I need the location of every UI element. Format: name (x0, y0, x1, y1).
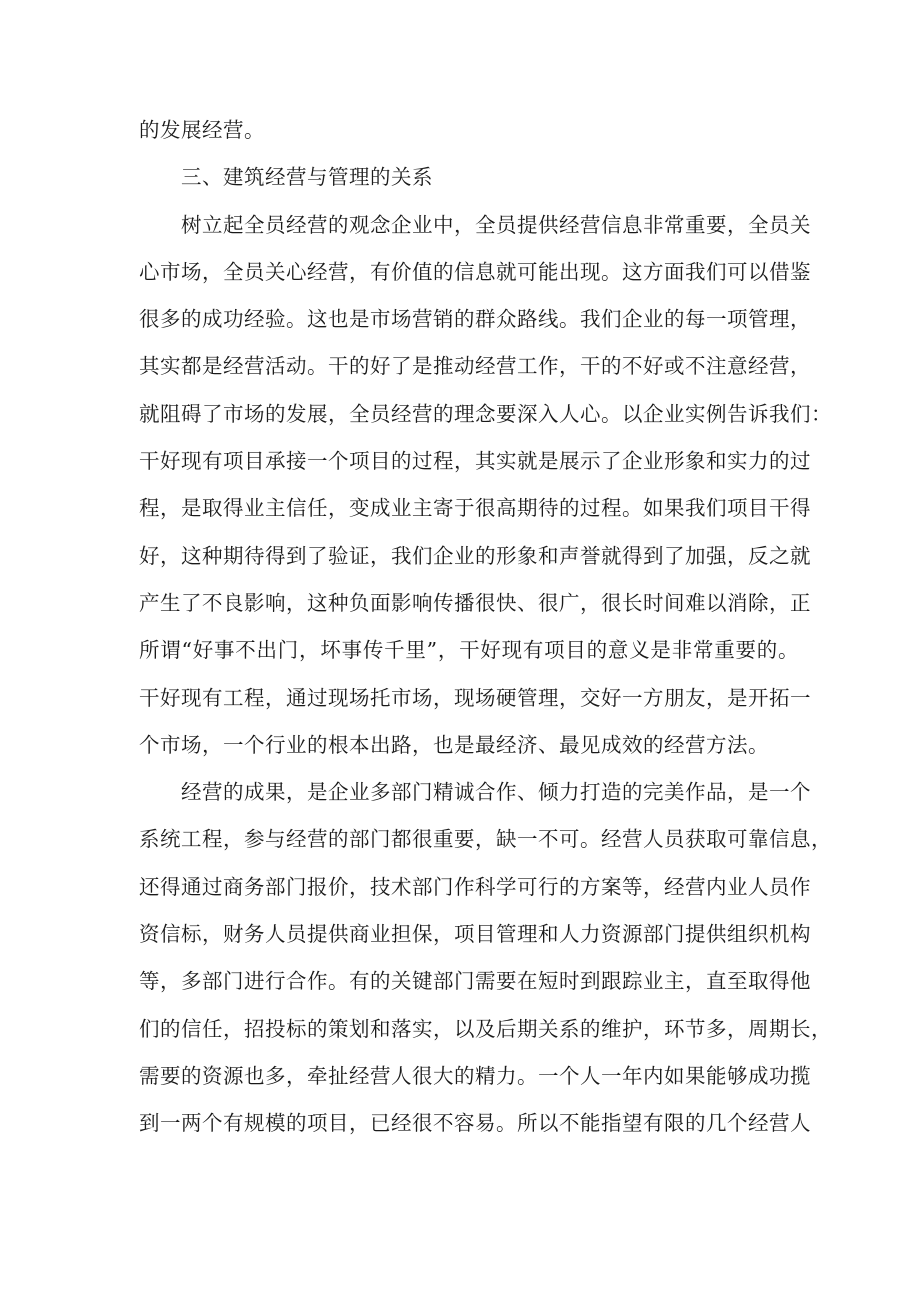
paragraph-line: 个市场，一个行业的根本出路，也是最经济、最见成效的经营方法。 (139, 732, 769, 757)
body-text (139, 107, 832, 1148)
paragraph-line: 程，是取得业主信任，变成业主寄于很高期待的过程。如果我们项目干得 (139, 496, 811, 521)
paragraph-line: 心市场，全员关心经营，有价值的信息就可能出现。这方面我们可以借鉴 (139, 259, 811, 284)
paragraph-line: 就阻碍了市场的发展，全员经营的理念要深入人心。以企业实例告诉我们： (139, 401, 832, 426)
paragraph-line: 们的信任，招投标的策划和落实，以及后期关系的维护，环节多，周期长， (139, 1016, 832, 1041)
paragraph-line: 的发展经营。 (139, 118, 265, 142)
paragraph-line: 系统工程，参与经营的部门都很重要，缺一不可。经营人员获取可靠信息， (139, 827, 832, 852)
paragraph-line: 产生了不良影响，这种负面影响传播很快、很广，很长时间难以消除，正 (139, 590, 811, 615)
paragraph-line: 干好现有项目承接一个项目的过程，其实就是展示了企业形象和实力的过 (139, 449, 811, 474)
paragraph-line: 需要的资源也多，牵扯经营人很大的精力。一个人一年内如果能够成功揽 (139, 1063, 811, 1088)
section-heading: 三、建筑经营与管理的关系 (181, 165, 433, 190)
paragraph-line: 很多的成功经验。这也是市场营销的群众路线。我们企业的每一项管理， (139, 307, 811, 332)
paragraph-line: 等，多部门进行合作。有的关键部门需要在短时到跟踪业主，直至取得他 (139, 969, 811, 994)
paragraph-line: 好，这种期待得到了验证，我们企业的形象和声誉就得到了加强，反之就 (139, 543, 811, 568)
paragraph-line: 其实都是经营活动。干的好了是推动经营工作，干的不好或不注意经营， (139, 354, 811, 379)
paragraph-line: 到一两个有规模的项目，已经很不容易。所以不能指望有限的几个经营人 (139, 1111, 811, 1136)
paragraph-line: 经营的成果，是企业多部门精诚合作、倾力打造的完美作品，是一个 (181, 780, 811, 805)
paragraph-line: 树立起全员经营的观念企业中，全员提供经营信息非常重要，全员关 (181, 212, 811, 237)
paragraph-line: 还得通过商务部门报价，技术部门作科学可行的方案等，经营内业人员作 (139, 874, 811, 899)
paragraph-line: 干好现有工程，通过现场托市场，现场硬管理，交好一方朋友，是开拓一 (139, 685, 811, 710)
paragraph-line: 资信标，财务人员提供商业担保，项目管理和人力资源部门提供组织机构 (139, 922, 811, 947)
paragraph-line: 所谓“好事不出门，坏事传千里”，干好现有项目的意义是非常重要的。 (139, 638, 799, 663)
